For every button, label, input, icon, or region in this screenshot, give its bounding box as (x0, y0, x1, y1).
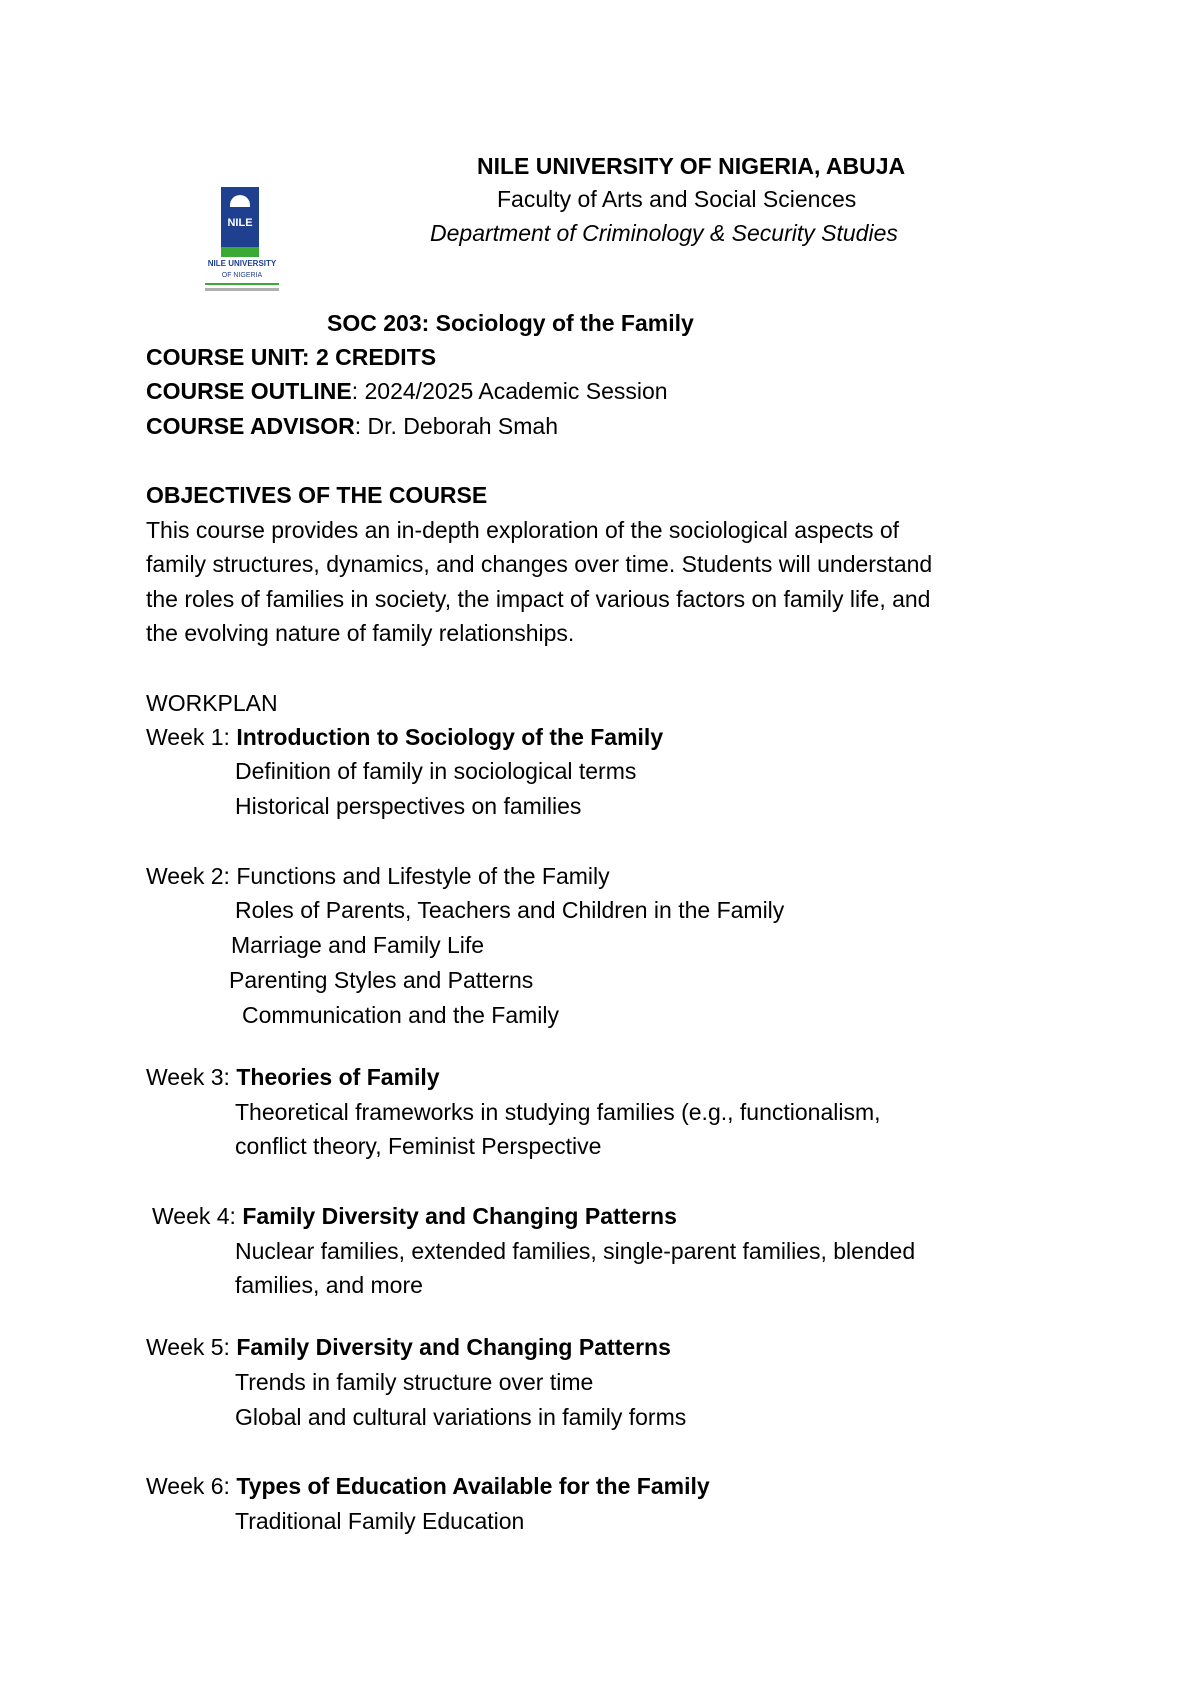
week-item: Trends in family structure over time (235, 1369, 594, 1395)
week-label: Week 1: (146, 724, 237, 750)
week-item: Historical perspectives on families (235, 793, 582, 819)
objectives-line: the evolving nature of family relationships. (146, 620, 575, 646)
logo-rule-grey (205, 288, 279, 291)
course-advisor (146, 411, 558, 441)
logo-caption: NILE UNIVERSITY (207, 259, 277, 268)
objectives-line: This course provides an in-depth exploration of the sociological aspects of (146, 517, 900, 543)
week-label: Week 6: (146, 1473, 237, 1499)
week-item: families, and more (235, 1272, 423, 1298)
university-logo (203, 187, 281, 297)
objectives-line: the roles of families in society, the impact of various factors on family life, and (146, 586, 931, 612)
logo-badge (221, 187, 259, 257)
week-item: Definition of family in sociological terms (235, 758, 637, 784)
logo-badge-text: NILE (227, 217, 253, 229)
week-label: Week 4: (152, 1203, 243, 1229)
week-item: Global and cultural variations in family forms (235, 1404, 687, 1430)
week-title: Family Diversity and Changing Patterns (236, 1334, 671, 1360)
course-outline-label: COURSE OUTLINE (146, 378, 352, 404)
objectives-heading: OBJECTIVES OF THE COURSE (146, 482, 488, 508)
sunburst-icon (230, 195, 250, 207)
week-title: Introduction to Sociology of the Family (236, 724, 664, 750)
course-outline-value: : 2024/2025 Academic Session (351, 378, 668, 404)
week-4-heading (152, 1201, 677, 1231)
course-advisor-value: : Dr. Deborah Smah (354, 413, 558, 439)
department-name: Department of Criminology & Security Studies (430, 220, 898, 246)
week-label: Week 3: (146, 1064, 237, 1090)
week-item: Marriage and Family Life (231, 932, 485, 958)
week-title: Types of Education Available for the Family (236, 1473, 710, 1499)
week-title: Family Diversity and Changing Patterns (242, 1203, 677, 1229)
logo-green-stripe (221, 247, 259, 257)
course-unit: COURSE UNIT: 2 CREDITS (146, 344, 437, 370)
week-item: Theoretical frameworks in studying families (e.g., functionalism, (235, 1099, 881, 1125)
week-label: Week 5: (146, 1334, 237, 1360)
week-1-heading (146, 722, 663, 752)
week-item: Parenting Styles and Patterns (229, 967, 534, 993)
week-label: Week 2: (146, 863, 237, 889)
week-5-heading (146, 1332, 671, 1362)
workplan-heading: WORKPLAN (146, 690, 278, 716)
week-title: Functions and Lifestyle of the Family (236, 863, 610, 889)
week-item: Communication and the Family (242, 1002, 560, 1028)
objectives-line: family structures, dynamics, and changes over time. Students will understand (146, 551, 933, 577)
university-name: NILE UNIVERSITY OF NIGERIA, ABUJA (477, 153, 906, 179)
week-title: Theories of Family (236, 1064, 440, 1090)
faculty-name: Faculty of Arts and Social Sciences (497, 186, 857, 212)
week-6-heading (146, 1471, 710, 1501)
logo-rule (205, 283, 279, 285)
week-item: Nuclear families, extended families, single-parent families, blended (235, 1238, 916, 1264)
week-item: Traditional Family Education (235, 1508, 525, 1534)
logo-caption-sub: OF NIGERIA (221, 272, 263, 279)
course-outline (146, 376, 668, 406)
week-3-heading (146, 1062, 440, 1092)
week-item: Roles of Parents, Teachers and Children in the Family (235, 897, 785, 923)
week-item: conflict theory, Feminist Perspective (235, 1133, 602, 1159)
course-advisor-label: COURSE ADVISOR (146, 413, 355, 439)
week-2-heading (146, 861, 610, 891)
course-title: SOC 203: Sociology of the Family (327, 310, 694, 336)
